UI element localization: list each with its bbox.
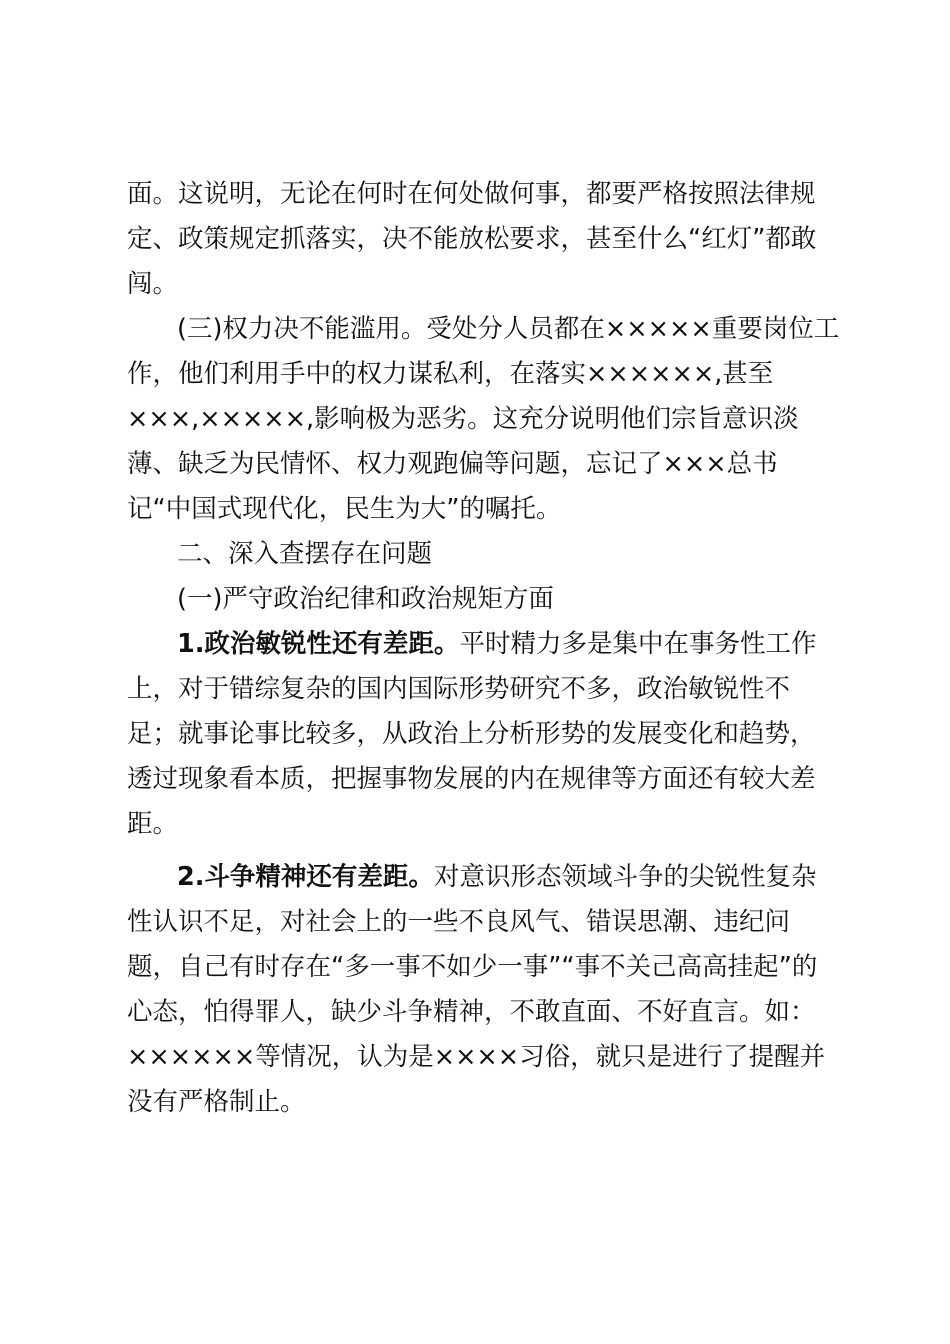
paragraph-line: 上，对于错综复杂的国内国际形势研究不多，政治敏锐性不 <box>127 674 791 704</box>
paragraph-gap <box>127 847 837 855</box>
paragraph-line: 距。 <box>127 809 179 839</box>
paragraph-line: ××××××等情况，认为是××××习俗，就只是进行了提醒并 <box>127 1042 826 1072</box>
paragraph-line: 心态，怕得罪人，缺少斗争精神，不敢直面、不好直言。如： <box>127 997 816 1027</box>
item-text: 对意识形态领域斗争的尖锐性复杂 <box>433 862 817 892</box>
paragraph-line: 性认识不足，对社会上的一些不良风气、错误思潮、违纪问 <box>127 907 791 937</box>
paragraph-line: 定、政策规定抓落实，决不能放松要求，甚至什么“红灯”都敢 <box>127 224 817 254</box>
paragraph-line: ×××,×××××,影响极为恶劣。这充分说明他们宗旨意识淡 <box>127 404 799 434</box>
paragraph-line: 足；就事论事比较多，从政治上分析形势的发展变化和趋势， <box>127 719 816 749</box>
paragraph-line: 没有严格制止。 <box>127 1087 306 1117</box>
paragraph-line: 题，自己有时存在“多一事不如少一事”“事不关己高高挂起”的 <box>127 952 818 982</box>
paragraph-line: 记“中国式现代化，民生为大”的嘱托。 <box>127 494 562 524</box>
paragraph-line: 薄、缺乏为民情怀、权力观跑偏等问题，忘记了×××总书 <box>127 449 778 479</box>
item-first-line <box>127 855 837 900</box>
paragraph-line: 透过现象看本质，把握事物发展的内在规律等方面还有较大差 <box>127 764 816 794</box>
paragraph-line: 闯。 <box>127 269 179 299</box>
paragraph-line: 作，他们利用手中的权力谋私利，在落实××××××,甚至 <box>127 359 774 389</box>
paragraph-line: 面。这说明，无论在何时在何处做何事，都要严格按照法律规 <box>127 179 816 209</box>
document-body <box>127 172 840 1125</box>
item-title: 2.斗争精神还有差距。 <box>177 862 434 892</box>
section-heading: 二、深入查摆存在问题 <box>177 539 433 569</box>
paragraph-line: (三)权力决不能滥用。受处分人员都在×××××重要岗位工 <box>177 314 840 344</box>
item-text: 平时精力多是集中在事务性工作 <box>459 629 817 659</box>
item-title: 1.政治敏锐性还有差距。 <box>177 629 460 659</box>
item-first-line <box>127 622 837 667</box>
subsection-heading: (一)严守政治纪律和政治规矩方面 <box>177 584 554 614</box>
